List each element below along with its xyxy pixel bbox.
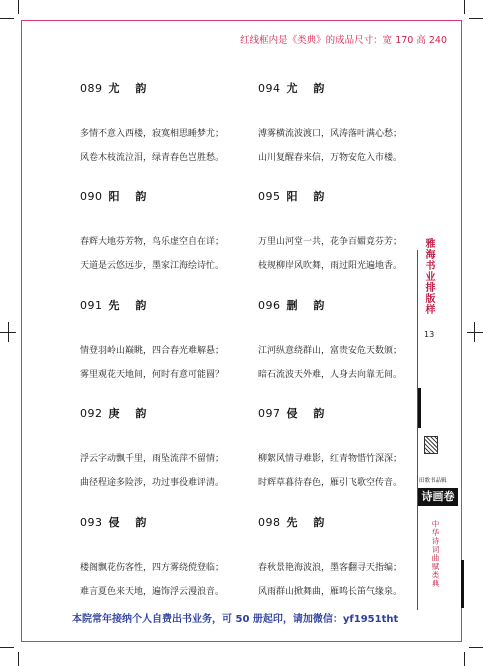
entry-title bbox=[258, 188, 438, 204]
entry-name: 庚 韵 bbox=[108, 407, 153, 420]
crop-mark bbox=[467, 332, 483, 333]
poem-line: 柳絮风情寻难影，红青物惜竹深深； bbox=[258, 454, 403, 464]
crop-mark bbox=[18, 0, 19, 14]
entry-title bbox=[80, 405, 260, 421]
volume-label: 诗画卷 bbox=[418, 488, 458, 506]
poem-line: 溥雾横流波渡口，风涛落叶满心愁； bbox=[258, 129, 403, 139]
entry-title bbox=[80, 514, 260, 530]
poem-entry bbox=[258, 297, 438, 387]
poem-entry bbox=[258, 514, 438, 604]
entry-name: 侵 韵 bbox=[108, 516, 153, 529]
entry-title bbox=[258, 405, 438, 421]
poem-text bbox=[80, 339, 260, 387]
entry-name: 尤 韵 bbox=[108, 82, 153, 95]
poem-line: 春辉大地芬芳物，鸟乐虚空自在详； bbox=[80, 237, 225, 247]
entry-number: 091 bbox=[80, 299, 103, 312]
entry-number: 096 bbox=[258, 299, 281, 312]
entry-number: 092 bbox=[80, 407, 103, 420]
crop-mark bbox=[464, 652, 465, 666]
entry-number: 097 bbox=[258, 407, 281, 420]
entry-title bbox=[80, 188, 260, 204]
poem-line: 江河纵意绕群山，富贵安危天数颁； bbox=[258, 346, 403, 356]
poem-text bbox=[258, 447, 438, 495]
poem-line: 暗石流波天外难，人身去向靠无间。 bbox=[258, 370, 403, 380]
entry-title bbox=[258, 514, 438, 530]
poem-entry bbox=[80, 297, 260, 387]
crop-mark bbox=[469, 18, 483, 19]
entry-number: 095 bbox=[258, 190, 281, 203]
poem-line: 时辉草暮待春色，雁引飞歌空传音。 bbox=[258, 478, 403, 488]
entry-name: 阳 韵 bbox=[286, 190, 331, 203]
crop-mark bbox=[0, 647, 14, 648]
crop-mark bbox=[469, 647, 483, 648]
poem-line: 枝规柳岸风吹舞，雨过阳光遍地香。 bbox=[258, 261, 403, 271]
poem-entry bbox=[80, 514, 260, 604]
crop-mark bbox=[464, 0, 465, 14]
page-number: 13 bbox=[424, 330, 435, 339]
poem-text bbox=[80, 447, 260, 495]
poem-text bbox=[258, 122, 438, 170]
crop-mark bbox=[0, 18, 14, 19]
poem-text bbox=[80, 556, 260, 604]
poem-text bbox=[258, 556, 438, 604]
crop-mark bbox=[18, 652, 19, 666]
poem-line: 难言夏色来天地，遍饰浮云漫浪音。 bbox=[80, 587, 225, 597]
footer-note: 本院常年接纳个人自费出书业务，可 50 册起印，请加微信：yf1951tht bbox=[72, 614, 399, 625]
poem-line: 山川复醒春来信，万物安危入市楼。 bbox=[258, 153, 403, 163]
entry-number: 090 bbox=[80, 190, 103, 203]
sidebar-divider bbox=[417, 250, 418, 610]
poem-entry bbox=[80, 80, 260, 170]
poem-line: 天道是云悠远步，墨家江海绘诗忙。 bbox=[80, 261, 225, 271]
poem-line: 浮云字动飘千里，雨坠流萍不留情； bbox=[80, 454, 225, 464]
poem-text bbox=[258, 230, 438, 278]
poem-entry bbox=[80, 405, 260, 495]
seal-stamp bbox=[424, 436, 438, 454]
entry-name: 侵 韵 bbox=[286, 407, 331, 420]
entry-number: 098 bbox=[258, 516, 281, 529]
sidebar-rule bbox=[418, 388, 421, 428]
poem-line: 多情不意入西楼，寂寞相思睡梦尤； bbox=[80, 129, 225, 139]
entry-name: 先 韵 bbox=[108, 299, 153, 312]
poem-entry bbox=[258, 405, 438, 495]
book-title: 中华诗词曲赋类典 bbox=[431, 520, 440, 588]
poem-line: 春秋景艳海波浪，墨客翻寻天指编； bbox=[258, 563, 403, 573]
poem-entry bbox=[258, 188, 438, 278]
sidebar-rule bbox=[461, 560, 464, 608]
entry-title bbox=[258, 297, 438, 313]
poem-text bbox=[80, 122, 260, 170]
poem-text bbox=[80, 230, 260, 278]
entry-title bbox=[80, 80, 260, 96]
poem-line: 雾里观花天地间，何时有意可能圆？ bbox=[80, 370, 225, 380]
entry-name: 尤 韵 bbox=[286, 82, 331, 95]
poem-line: 曲径程途多险涉，功过事役难评清。 bbox=[80, 478, 225, 488]
entry-name: 阳 韵 bbox=[108, 190, 153, 203]
series-label: 田歌书品辑 bbox=[419, 478, 447, 484]
entry-title bbox=[80, 297, 260, 313]
poem-line: 情登羽岭山巅眺，四合春光难解悬； bbox=[80, 346, 225, 356]
poem-entry bbox=[258, 80, 438, 170]
poem-line: 风雨群山掀舞曲，雁鸣长笛气缘泉。 bbox=[258, 587, 403, 597]
crop-mark bbox=[8, 322, 9, 342]
entry-name: 删 韵 bbox=[286, 299, 331, 312]
poem-line: 万里山河堂一共，花争百媚竟芬芳； bbox=[258, 237, 403, 247]
crop-mark bbox=[474, 322, 475, 342]
poem-line: 风卷木枝流泣泪，绿青春色岂胜愁。 bbox=[80, 153, 225, 163]
poem-text bbox=[258, 339, 438, 387]
entry-name: 先 韵 bbox=[286, 516, 331, 529]
entry-number: 094 bbox=[258, 82, 281, 95]
entry-number: 089 bbox=[80, 82, 103, 95]
poem-line: 楼阁飘花伤客性，四方雾绕傥登临； bbox=[80, 563, 225, 573]
poem-entry bbox=[80, 188, 260, 278]
entry-title bbox=[258, 80, 438, 96]
header-note: 红线框内是《类典》的成品尺寸：宽 170 高 240 bbox=[240, 35, 447, 46]
sidebar-title: 雅海书业排版样 bbox=[423, 238, 434, 315]
entry-number: 093 bbox=[80, 516, 103, 529]
